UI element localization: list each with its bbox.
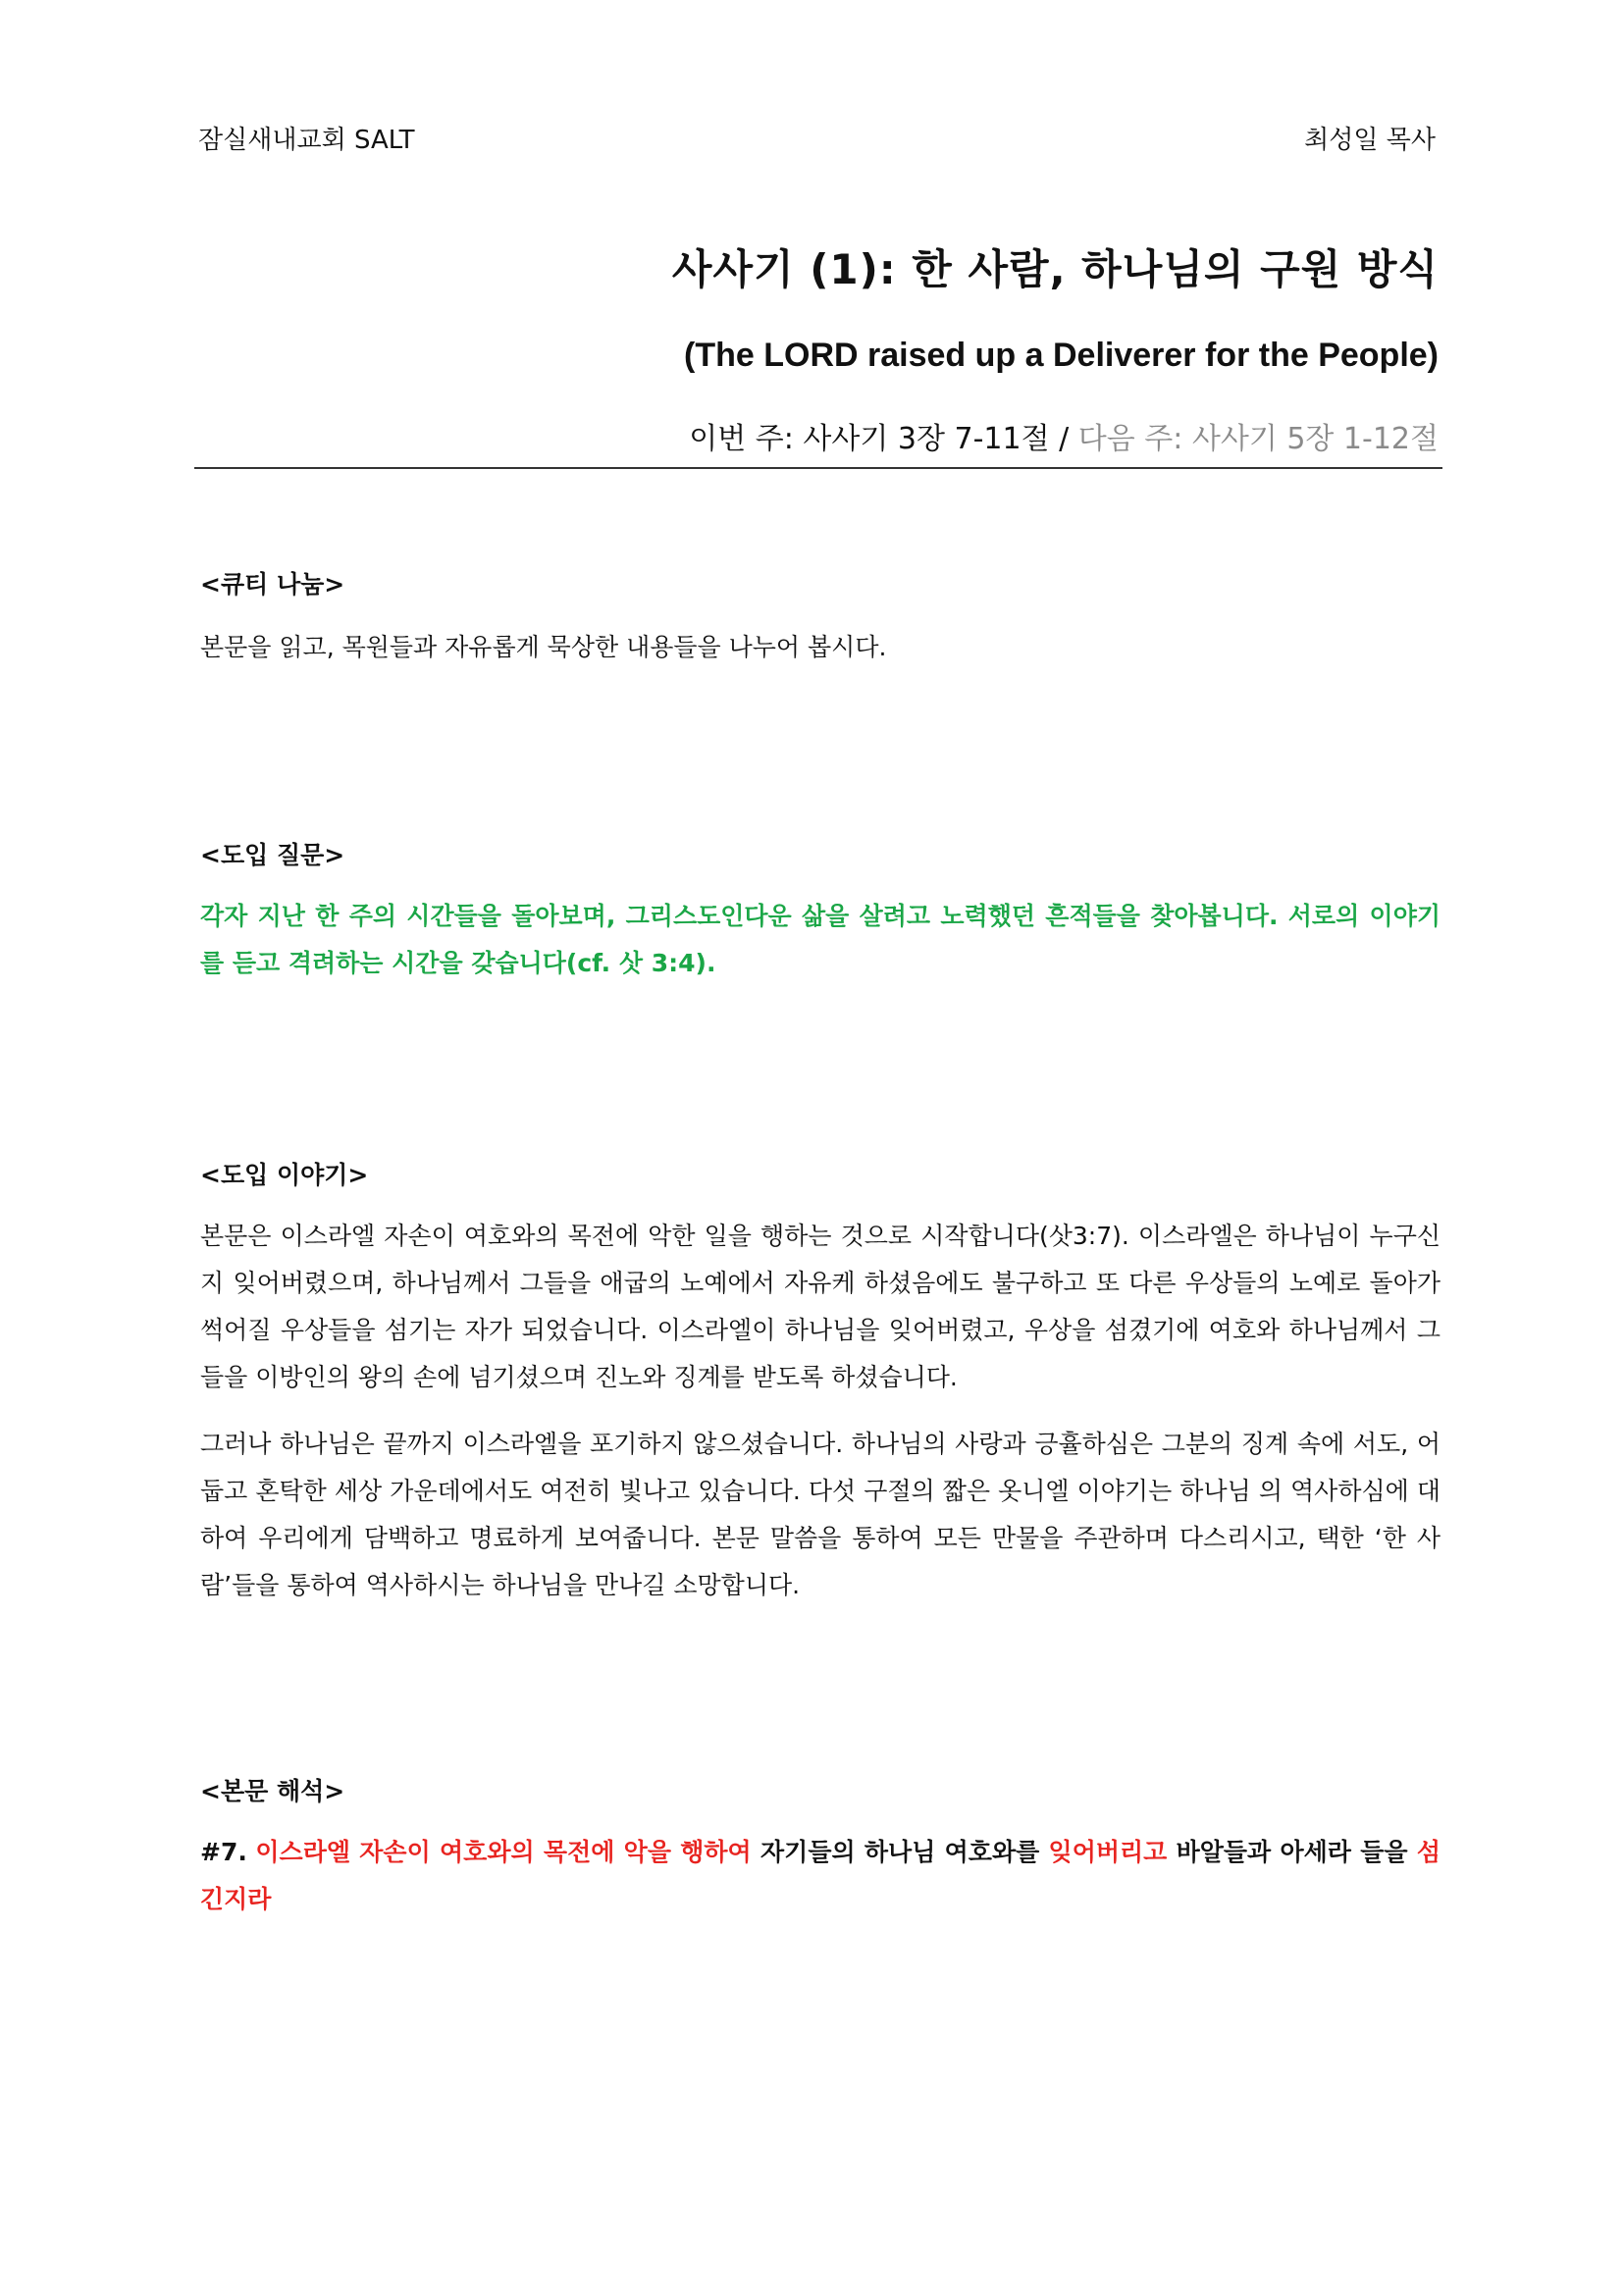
- verse-highlight: 잊어버리고: [1048, 1838, 1168, 1866]
- verse-highlight: 이스라엘 자손이 여호와의 목전에 악을 행하여: [255, 1838, 752, 1866]
- intro-question-heading: <도입 질문>: [200, 841, 345, 869]
- intro-story-paragraph-1: 본문은 이스라엘 자손이 여호와의 목전에 악한 일을 행하는 것으로 시작합니다(삿3:7). 이스라엘은 하나님이 누구신지 잊어버렸으며, 하나님께서 그들을 애굽의 노예에서 자유케 하셨음에도 불구하고 또 다른 우상들의 노예로 돌아가 썩어질 우상들을 섬기는 자가 되었습니다. 이스라엘이 하나님을 잊어버렸고, 우상을 섬겼기에 여호와 하나님께서 그들을 이방인의 왕의 손에 넘기셨으며 진노와 징계를 받도록 하셨습니다.: [200, 1222, 1441, 1391]
- passage-line: [689, 414, 1439, 457]
- intro-question-text: 각자 지난 한 주의 시간들을 돌아보며, 그리스도인다운 삶을 살려고 노력했던 흔적들을 찾아봅니다. 서로의 이야기를 듣고 격려하는 시간을 갖습니다(cf. 삿 3:4).: [200, 902, 1441, 977]
- sermon-subtitle: (The LORD raised up a Deliverer for the People): [684, 337, 1439, 374]
- qt-sharing-text: 본문을 읽고, 목원들과 자유롭게 묵상한 내용들을 나누어 봅시다.: [200, 633, 887, 661]
- this-week-passage: 이번 주: 사사기 3장 7-11절: [689, 422, 1050, 456]
- verse-highlight: 섬긴지라: [200, 1838, 1441, 1913]
- verse-7-text: [200, 1829, 1441, 1923]
- sermon-title: 사사기 (1): 한 사람, 하나님의 구원 방식: [671, 245, 1439, 293]
- qt-sharing-heading: <큐티 나눔>: [200, 570, 345, 599]
- verse-number: #7.: [200, 1838, 247, 1866]
- text-interpretation-heading: <본문 해석>: [200, 1777, 345, 1805]
- intro-story-paragraph-2: 그러나 하나님은 끝까지 이스라엘을 포기하지 않으셨습니다. 하나님의 사랑과 긍휼하심은 그분의 징계 속에 서도, 어둡고 혼탁한 세상 가운데에서도 여전히 빛나고 있습니다. 다섯 구절의 짧은 옷니엘 이야기는 하나님 의 역사하심에 대하여 우리에게 담백하고 명료하게 보여줍니다. 본문 말씀을 통하여 모든 만물을 주관하며 다스리시고, 택한 ‘한 사람’들을 통하여 역사하시는 하나님을 만나길 소망합니다.: [200, 1430, 1441, 1599]
- verse-segment: 자기들의 하나님 여호와를: [751, 1838, 1049, 1866]
- church-name: 잠실새내교회 SALT: [198, 126, 415, 155]
- passage-separator: /: [1049, 422, 1078, 456]
- verse-segment: 바알들과 아세라 들을: [1167, 1838, 1417, 1866]
- header-divider: [194, 467, 1442, 469]
- intro-story-heading: <도입 이야기>: [200, 1161, 369, 1189]
- pastor-name: 최성일 목사: [1304, 126, 1436, 155]
- next-week-passage: 다음 주: 사사기 5장 1-12절: [1077, 422, 1439, 456]
